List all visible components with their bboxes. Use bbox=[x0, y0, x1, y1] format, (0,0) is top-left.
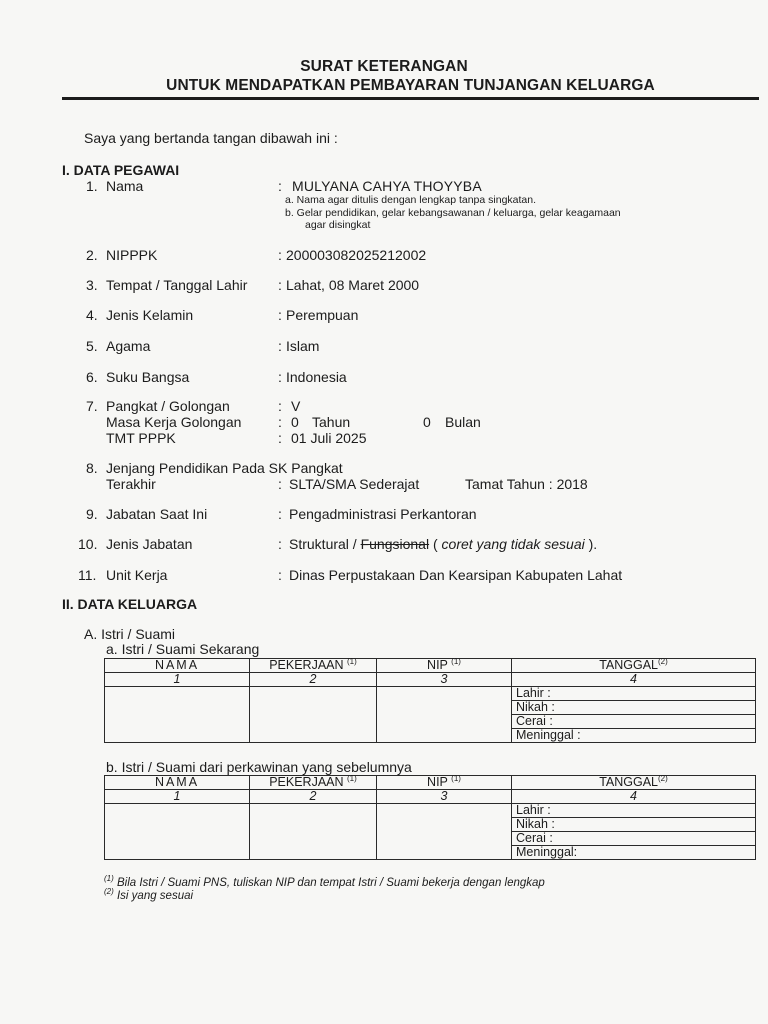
label-masa-kerja-golongan: Masa Kerja Golongan bbox=[106, 414, 242, 430]
value-jabatan-saat-ini: Pengadministrasi Perkantoran bbox=[289, 506, 477, 522]
value-unit-kerja: Dinas Perpustakaan Dan Kearsipan Kabupaten Lahat bbox=[289, 567, 623, 583]
row-num-8: 8. bbox=[86, 460, 98, 476]
header-nama: NAMA bbox=[105, 776, 250, 790]
col-num-3: 3 bbox=[377, 673, 512, 687]
col-num-4: 4 bbox=[512, 673, 756, 687]
table-istri-suami-sekarang bbox=[104, 658, 756, 743]
cell-nama[interactable] bbox=[105, 687, 250, 743]
label-tmt-pppk: TMT PPPK bbox=[106, 430, 176, 446]
label-jabatan-saat-ini: Jabatan Saat Ini bbox=[106, 506, 208, 522]
cell-nama[interactable] bbox=[105, 804, 250, 860]
value-masa-kerja-bulan: 0 bbox=[423, 414, 431, 430]
value-suku-bangsa: Indonesia bbox=[286, 369, 347, 385]
label-nipppk: NIPPPK bbox=[106, 247, 158, 263]
colon-unit-kerja: : bbox=[278, 567, 282, 583]
section-data-pegawai-heading: I. DATA PEGAWAI bbox=[62, 162, 180, 178]
table-a-title: a. Istri / Suami Sekarang bbox=[106, 641, 260, 657]
note-close: ). bbox=[588, 536, 598, 552]
header-pekerjaan: PEKERJAAN $^{(1)}$ bbox=[250, 776, 377, 790]
tanggal-nikah[interactable]: Nikah : bbox=[512, 818, 756, 832]
value-nipppk: 200003082025212002 bbox=[286, 247, 427, 263]
colon-ttl: : bbox=[278, 277, 282, 293]
value-agama: Islam bbox=[286, 338, 320, 354]
colon-tmt: : bbox=[278, 430, 282, 446]
header-pekerjaan: PEKERJAAN $^{(1)}$ bbox=[250, 659, 377, 673]
colon-jabatan: : bbox=[278, 506, 282, 522]
colon-nipppk: : bbox=[278, 247, 282, 263]
cell-pekerjaan[interactable] bbox=[250, 687, 377, 743]
col-num-2: 2 bbox=[250, 790, 377, 804]
value-struktural: Struktural / bbox=[289, 536, 361, 552]
value-masa-kerja-bulan-unit: Bulan bbox=[445, 414, 481, 430]
tanggal-lahir[interactable]: Lahir : bbox=[512, 804, 756, 818]
colon-suku-bangsa: : bbox=[278, 369, 282, 385]
row-num-10: 10. bbox=[78, 536, 98, 552]
row-num-4: 4. bbox=[86, 307, 98, 323]
name-note-b: b. Gelar pendidikan, gelar kebangsawanan / keluarga, gelar keagamaan bbox=[285, 207, 621, 219]
value-tamat-tahun: Tamat Tahun : 2018 bbox=[465, 476, 588, 492]
value-fungsional-struck: Fungsional bbox=[360, 536, 430, 552]
row-num-3: 3. bbox=[86, 277, 98, 293]
row-num-9: 9. bbox=[86, 506, 98, 522]
header-nip: NIP $^{(1)}$ bbox=[377, 776, 512, 790]
note-open: ( bbox=[432, 536, 438, 552]
tanggal-lahir[interactable]: Lahir : bbox=[512, 687, 756, 701]
table-istri-suami-sebelumnya bbox=[104, 775, 756, 860]
value-masa-kerja-tahun-unit: Tahun bbox=[312, 414, 351, 430]
label-suku-bangsa: Suku Bangsa bbox=[106, 369, 190, 385]
value-nama: MULYANA CAHYA THOYYBA bbox=[292, 178, 482, 194]
label-unit-kerja: Unit Kerja bbox=[106, 567, 168, 583]
footnote-2-marker: (2) bbox=[104, 887, 114, 897]
value-pendidikan: SLTA/SMA Sederajat bbox=[289, 476, 420, 492]
label-jenis-kelamin: Jenis Kelamin bbox=[106, 307, 194, 323]
label-pangkat-golongan: Pangkat / Golongan bbox=[106, 398, 230, 414]
label-agama: Agama bbox=[106, 338, 151, 354]
title-underline bbox=[62, 97, 759, 100]
tanggal-cerai[interactable]: Cerai : bbox=[512, 832, 756, 846]
row-num-1: 1. bbox=[86, 178, 98, 194]
tanggal-nikah[interactable]: Nikah : bbox=[512, 701, 756, 715]
table-b-title: b. Istri / Suami dari perkawinan yang sebelumnya bbox=[106, 759, 412, 775]
row-num-7: 7. bbox=[86, 398, 98, 414]
cell-nip[interactable] bbox=[377, 804, 512, 860]
colon-jenis-kelamin: : bbox=[278, 307, 282, 323]
tanggal-cerai[interactable]: Cerai : bbox=[512, 715, 756, 729]
col-num-1: 1 bbox=[105, 790, 250, 804]
row-num-11: 11. bbox=[78, 567, 97, 583]
header-nip: NIP $^{(1)}$ bbox=[377, 659, 512, 673]
document-subtitle: UNTUK MENDAPATKAN PEMBAYARAN TUNJANGAN KELUARGA bbox=[166, 77, 655, 94]
label-nama: Nama bbox=[106, 178, 144, 194]
col-num-3: 3 bbox=[377, 790, 512, 804]
tanggal-meninggal[interactable]: Meninggal : bbox=[512, 729, 756, 743]
value-jenis-kelamin: Perempuan bbox=[286, 307, 359, 323]
header-nama: NAMA bbox=[105, 659, 250, 673]
col-num-2: 2 bbox=[250, 673, 377, 687]
footnote-1-marker: (1) bbox=[104, 874, 114, 884]
note-coret: coret yang tidak sesuai bbox=[441, 536, 585, 552]
label-jenjang-pendidikan: Jenjang Pendidikan Pada SK Pangkat bbox=[106, 460, 343, 476]
colon-agama: : bbox=[278, 338, 282, 354]
sub-istri-suami: A. Istri / Suami bbox=[84, 626, 176, 642]
footnote-1-text: Bila Istri / Suami PNS, tuliskan NIP dan tempat Istri / Suami bekerja dengan lengkap bbox=[116, 877, 545, 889]
value-pangkat: V bbox=[291, 398, 301, 414]
label-jenis-jabatan: Jenis Jabatan bbox=[106, 536, 193, 552]
value-tmt-pppk: 01 Juli 2025 bbox=[291, 430, 367, 446]
header-tanggal: TANGGAL$^{(2)}$ bbox=[512, 776, 756, 790]
document-title: SURAT KETERANGAN bbox=[300, 58, 468, 75]
tanggal-meninggal[interactable]: Meninggal: bbox=[512, 846, 756, 860]
footnote-1 bbox=[104, 874, 545, 889]
col-num-1: 1 bbox=[105, 673, 250, 687]
colon-pendidikan: : bbox=[278, 476, 282, 492]
header-tanggal: TANGGAL$^{(2)}$ bbox=[512, 659, 756, 673]
colon-pangkat: : bbox=[278, 398, 282, 414]
name-note-a: a. Nama agar ditulis dengan lengkap tanpa singkatan. bbox=[285, 194, 537, 206]
row-num-2: 2. bbox=[86, 247, 98, 263]
col-num-4: 4 bbox=[512, 790, 756, 804]
row-num-5: 5. bbox=[86, 338, 98, 354]
name-note-b-cont: agar disingkat bbox=[305, 219, 371, 231]
label-terakhir: Terakhir bbox=[106, 476, 156, 492]
cell-nip[interactable] bbox=[377, 687, 512, 743]
colon-jenis-jabatan: : bbox=[278, 536, 282, 552]
value-masa-kerja-tahun: 0 bbox=[291, 414, 299, 430]
label-tempat-tanggal-lahir: Tempat / Tanggal Lahir bbox=[106, 277, 248, 293]
cell-pekerjaan[interactable] bbox=[250, 804, 377, 860]
row-num-6: 6. bbox=[86, 369, 98, 385]
footnote-2 bbox=[104, 887, 194, 902]
value-ttl: Lahat, 08 Maret 2000 bbox=[286, 277, 420, 293]
section-data-keluarga-heading: II. DATA KELUARGA bbox=[62, 596, 198, 612]
colon-masa-kerja: : bbox=[278, 414, 282, 430]
intro-text: Saya yang bertanda tangan dibawah ini : bbox=[84, 130, 338, 146]
colon-nama: : bbox=[278, 178, 282, 194]
footnote-2-text: Isi yang sesuai bbox=[116, 890, 194, 902]
value-jenis-jabatan bbox=[289, 536, 597, 552]
